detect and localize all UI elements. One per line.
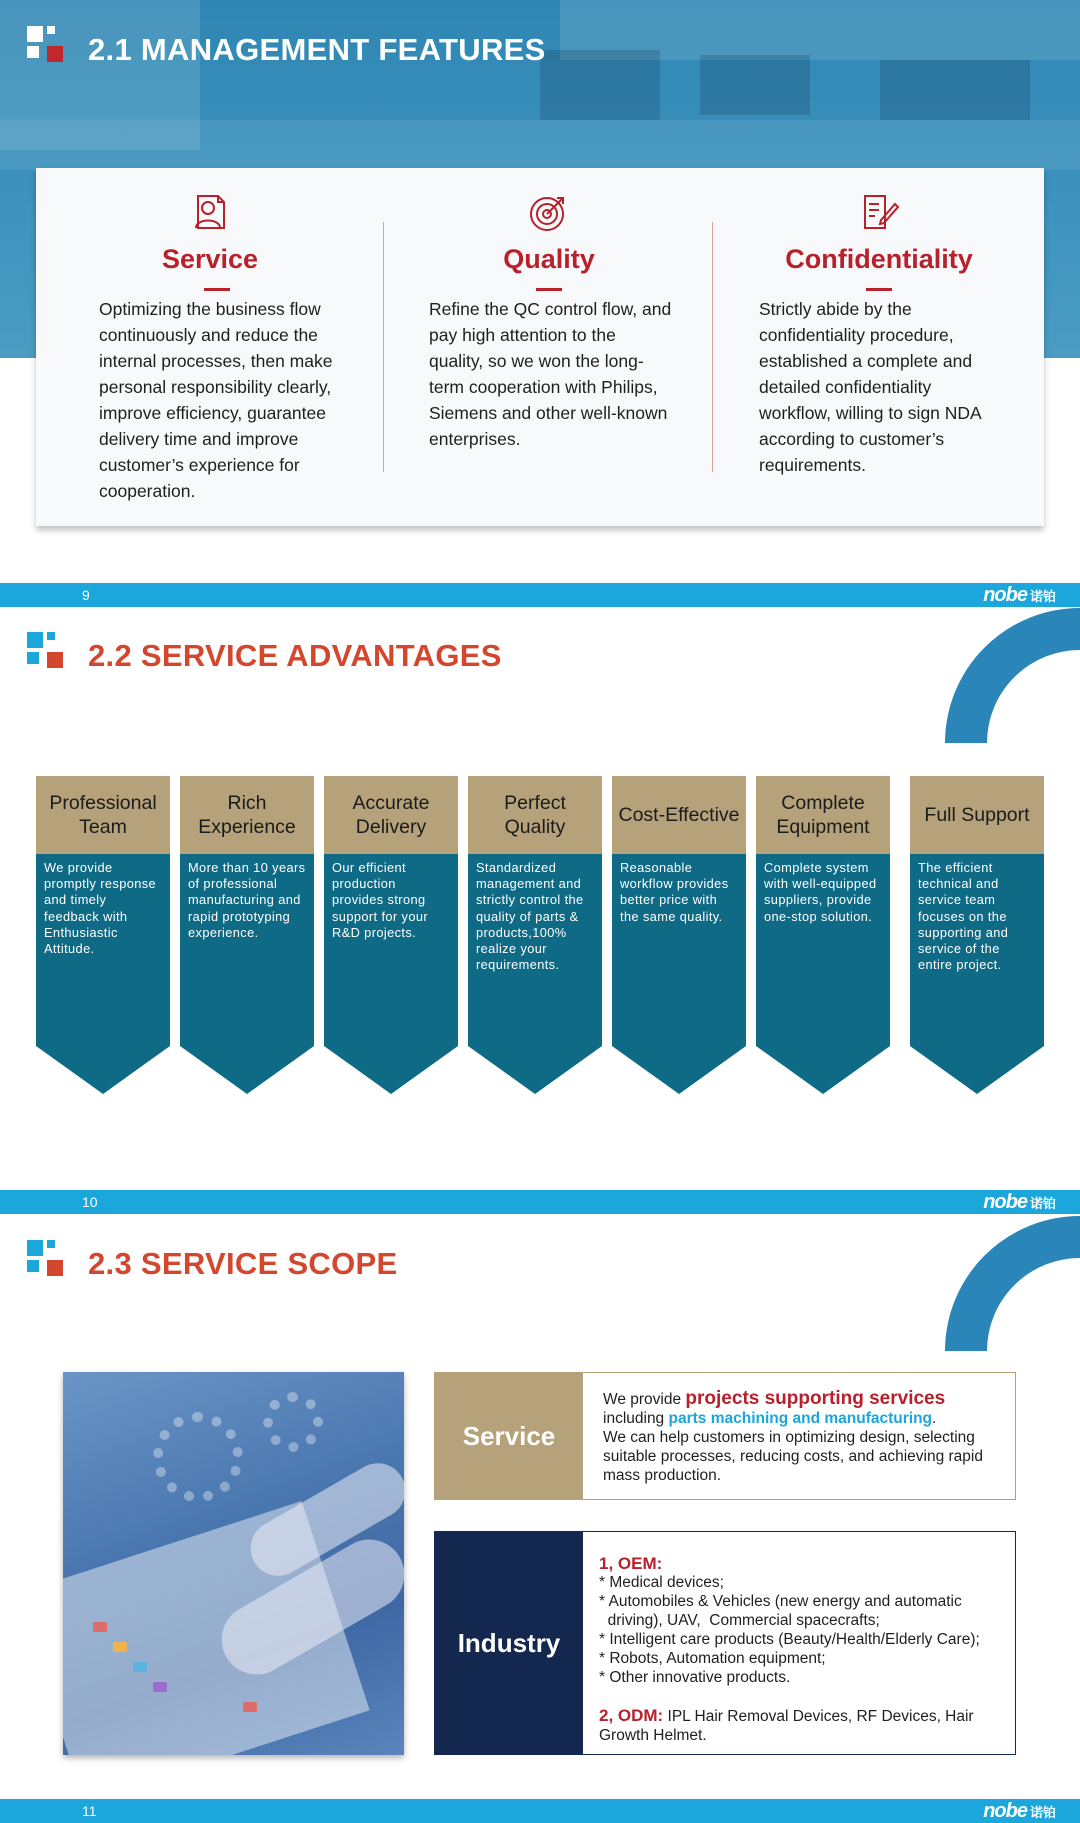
advantage-title: Perfect Quality <box>468 776 602 854</box>
advantage-title: Accurate Delivery <box>324 776 458 854</box>
footer-bar <box>0 1799 1080 1823</box>
feature-text: Refine the QC control flow, and pay high attention to the quality, so we won the long-term cooperation with Philips, Siemens and other well-known enterprises. <box>429 299 672 449</box>
chevron-down-icon <box>36 1046 170 1094</box>
title-underline <box>536 288 562 291</box>
chevron-down-icon <box>612 1046 746 1094</box>
chevron-down-icon <box>910 1046 1044 1094</box>
advantage-card <box>612 776 746 1094</box>
section-logo-mark <box>27 632 71 676</box>
feature-title: Confidentiality <box>785 244 973 274</box>
advantage-title: Cost-Effective <box>612 776 746 854</box>
slide-management-features <box>0 0 1080 580</box>
target-icon <box>527 190 571 234</box>
advantage-text: More than 10 years of professional manufacturing and rapid prototyping experience. <box>180 854 314 1046</box>
chevron-down-icon <box>180 1046 314 1094</box>
decorative-arc <box>945 608 1080 743</box>
service-text: We provide projects supporting services including parts machining and manufacturing. We can help customers in optimizing design, selecting suitable processes, reducing costs, and achieving rapid mass production. <box>603 1388 983 1484</box>
business-hands-photo <box>63 1372 404 1755</box>
advantage-card <box>910 776 1044 1094</box>
feature-title: Quality <box>503 244 595 274</box>
chevron-down-icon <box>468 1046 602 1094</box>
advantage-card <box>36 776 170 1094</box>
advantage-text: Our efficient production provides strong support for your R&D projects. <box>324 854 458 1046</box>
advantage-text: Reasonable workflow provides better price with the same quality. <box>612 854 746 1046</box>
feature-text: Optimizing the business flow continuously and reduce the internal processes, then make personal responsibility clearly, improve efficiency, guarantee delivery time and improve customer’s experience for cooperation. <box>99 299 333 501</box>
footer-bar <box>0 1190 1080 1214</box>
advantage-card <box>324 776 458 1094</box>
feature-text: Strictly abide by the confidentiality procedure, established a complete and detailed confidentiality workflow, willing to sign NDA according to customer’s requirements. <box>759 299 981 475</box>
section-logo-mark <box>27 26 71 70</box>
person-document-icon <box>188 190 232 234</box>
advantage-title: Complete Equipment <box>756 776 890 854</box>
document-pen-icon <box>857 190 901 234</box>
title-underline <box>204 288 230 291</box>
section-title: 2.3 SERVICE SCOPE <box>88 1246 398 1281</box>
title-underline <box>866 288 892 291</box>
service-label: Service <box>435 1373 583 1499</box>
section-logo-mark <box>27 1240 71 1284</box>
page-number: 9 <box>82 587 90 603</box>
page-number: 10 <box>82 1194 98 1210</box>
feature-service <box>36 168 384 526</box>
industry-text: 1, OEM: * Medical devices; * Automobiles & Vehicles (new energy and automatic driving), UAV, Commercial spacecrafts; * Intelligent care products (Beauty/Health/Elderly Care); * Robots, Automation equipment; * Other innovative products. 2, ODM: IPL Hair Removal Devices, RF Devices, Hair Growth Helmet. <box>599 1554 980 1744</box>
advantage-title: Rich Experience <box>180 776 314 854</box>
industry-box <box>434 1531 1016 1755</box>
features-card <box>36 168 1044 526</box>
column-divider <box>712 222 713 472</box>
brand-logo: nobe 诺铂 <box>983 1191 1056 1213</box>
chevron-down-icon <box>756 1046 890 1094</box>
chevron-down-icon <box>324 1046 458 1094</box>
advantage-text: Standardized management and strictly control the quality of parts & products,100% realize your requirements. <box>468 854 602 1046</box>
page-number: 11 <box>82 1803 97 1819</box>
slide-service-scope <box>0 1216 1080 1823</box>
footer-bar <box>0 583 1080 607</box>
section-title: 2.2 SERVICE ADVANTAGES <box>88 638 502 673</box>
advantage-card <box>756 776 890 1094</box>
brand-logo: nobe 诺铂 <box>983 584 1056 606</box>
slide-service-advantages <box>0 608 1080 1186</box>
decorative-arc <box>945 1216 1080 1351</box>
brand-logo: nobe 诺铂 <box>983 1800 1056 1822</box>
feature-quality <box>384 168 714 526</box>
feature-title: Service <box>161 244 259 274</box>
advantage-text: We provide promptly response and timely feedback with Enthusiastic Attitude. <box>36 854 170 1046</box>
advantage-title: Full Support <box>910 776 1044 854</box>
service-box <box>434 1372 1016 1500</box>
feature-confidentiality <box>714 168 1044 526</box>
advantage-text: The efficient technical and service team focuses on the supporting and service of the entire project. <box>910 854 1044 1046</box>
advantage-title: Professional Team <box>36 776 170 854</box>
advantage-card <box>180 776 314 1094</box>
advantage-card <box>468 776 602 1094</box>
advantage-text: Complete system with well-equipped suppliers, provide one-stop solution. <box>756 854 890 1046</box>
industry-label: Industry <box>435 1532 583 1754</box>
section-title: 2.1 MANAGEMENT FEATURES <box>88 32 546 67</box>
